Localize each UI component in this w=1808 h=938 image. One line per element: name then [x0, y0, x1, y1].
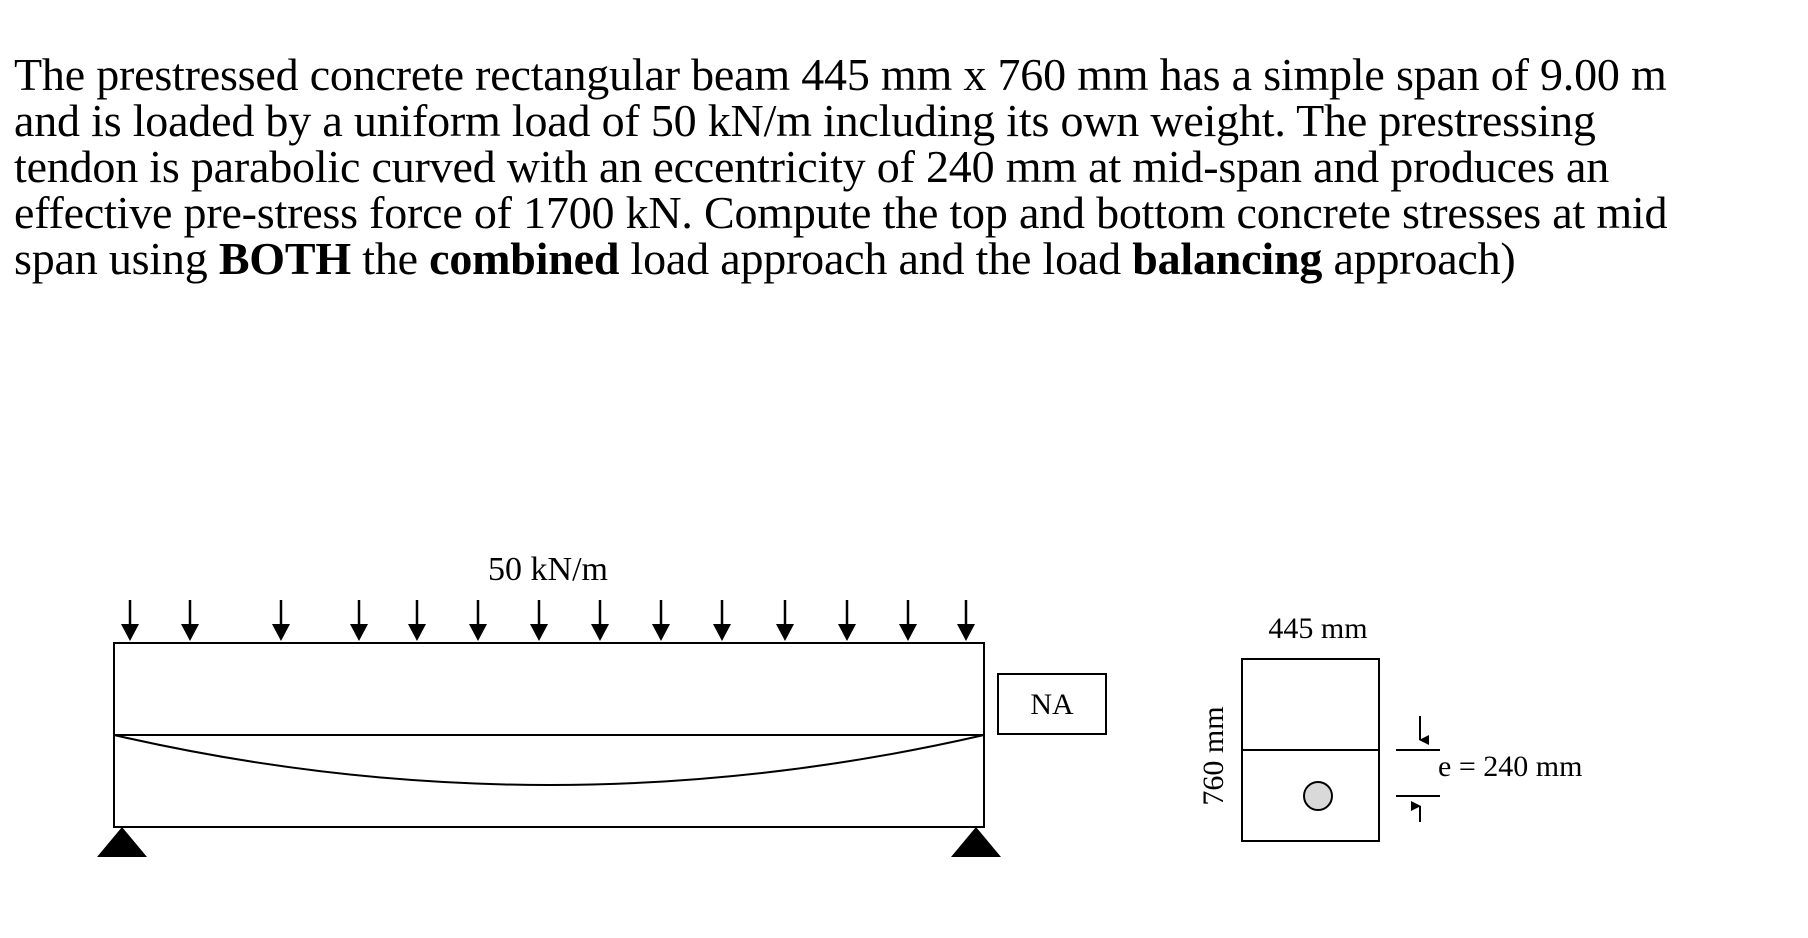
bold-combined: combined	[429, 233, 620, 284]
text-span: span using	[14, 233, 219, 284]
left-support-icon	[97, 827, 147, 857]
load-arrow-icon	[957, 624, 975, 641]
load-arrow-icon	[530, 624, 548, 641]
problem-line-1: The prestressed concrete rectangular beam 445 mm x 760 mm has a simple span of 9.00 m	[14, 49, 1667, 100]
distributed-load-arrows	[121, 600, 975, 641]
text-span: approach)	[1322, 233, 1516, 284]
tendon-icon	[1304, 782, 1332, 810]
text-span: the	[350, 233, 430, 284]
bold-both: BOTH	[218, 233, 351, 284]
load-arrow-icon	[408, 624, 426, 641]
load-arrow-icon	[181, 624, 199, 641]
problem-line-4: effective pre-stress force of 1700 kN. Compute the top and bottom concrete stresses at mid	[14, 187, 1668, 238]
problem-line-3: tendon is parabolic curved with an eccentricity of 240 mm at mid-span and produces an	[14, 141, 1610, 192]
na-label: NA	[1030, 688, 1074, 721]
load-arrow-icon	[591, 624, 609, 641]
load-arrow-icon	[899, 624, 917, 641]
bold-balancing: balancing	[1132, 233, 1323, 284]
load-arrow-icon	[776, 624, 794, 641]
load-arrow-icon	[838, 624, 856, 641]
width-label: 445 mm	[1268, 612, 1368, 645]
eccentricity-label: e = 240 mm	[1438, 750, 1583, 783]
load-arrow-icon	[350, 624, 368, 641]
load-arrow-icon	[469, 624, 487, 641]
right-support-icon	[951, 827, 1001, 857]
tendon-profile	[114, 735, 984, 785]
load-arrow-icon	[121, 624, 139, 641]
load-arrow-icon	[713, 624, 731, 641]
load-label: 50 kN/m	[488, 551, 608, 588]
problem-line-2: and is loaded by a uniform load of 50 kN/m including its own weight. The prestressing	[14, 95, 1596, 146]
load-arrow-icon	[272, 624, 290, 641]
text-span: load approach and the load	[619, 233, 1133, 284]
load-arrow-icon	[652, 624, 670, 641]
depth-label: 760 mm	[1197, 706, 1230, 806]
